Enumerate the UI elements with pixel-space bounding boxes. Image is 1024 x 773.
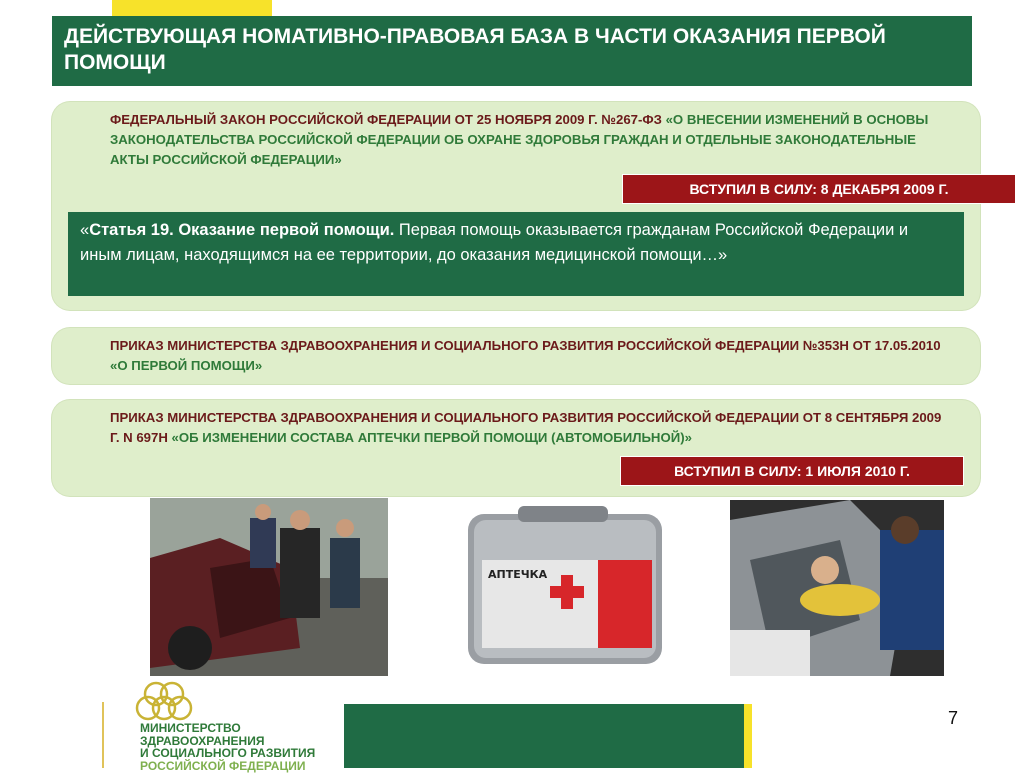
law-panel-order-697 xyxy=(52,400,980,496)
ministry-name-line: ЗДРАВООХРАНЕНИЯ xyxy=(140,733,265,748)
ministry-logo xyxy=(132,680,332,773)
law-order-697-title: ПРИКАЗ МИНИСТЕРСТВА ЗДРАВООХРАНЕНИЯ И СОЦИАЛЬНОГО РАЗВИТИЯ РОССИЙСКОЙ ФЕДЕРАЦИИ ОТ 8 СЕНТЯБРЯ 2009 Г. N 697Н xyxy=(110,410,942,445)
law-order-353-text xyxy=(110,336,950,376)
rescue-scene-photo xyxy=(730,500,944,676)
ministry-name xyxy=(140,722,315,772)
first-aid-kit-photo xyxy=(458,500,672,676)
law-federal-title: ФЕДЕРАЛЬНЫЙ ЗАКОН РОССИЙСКОЙ ФЕДЕРАЦИИ ОТ 25 НОЯБРЯ 2009 Г. №267-ФЗ xyxy=(110,112,666,127)
effective-date-badge: ВСТУПИЛ В СИЛУ: 1 ИЮЛЯ 2010 Г. xyxy=(620,456,964,486)
footer-yellow-accent xyxy=(744,704,752,768)
kit-label: АПТЕЧКА xyxy=(488,568,548,581)
car-accident-photo xyxy=(150,498,388,676)
ministry-name-line: МИНИСТЕРСТВО xyxy=(140,721,241,735)
law-order-697-quoted: «ОБ ИЗМЕНЕНИИ СОСТАВА АПТЕЧКИ ПЕРВОЙ ПОМОЩИ (АВТОМОБИЛЬНОЙ)» xyxy=(171,430,692,445)
law-panel-federal xyxy=(52,102,980,310)
ministry-rings-icon xyxy=(132,680,202,724)
ministry-name-line: И СОЦИАЛЬНОГО РАЗВИТИЯ xyxy=(140,746,316,760)
law-federal-quoted: «О ВНЕСЕНИИ ИЗМЕНЕНИЙ В ОСНОВЫ ЗАКОНОДАТЕЛЬСТВА РОССИЙСКОЙ ФЕДЕРАЦИИ ОБ ОХРАНЕ ЗДОРОВЬЯ ГРАЖДАН И ОТДЕЛЬНЫЕ ЗАКОНОДАТЕЛЬНЫЕ АКТЫ РОССИЙСКОЙ ФЕДЕРАЦИИ» xyxy=(110,112,929,167)
effective-date-badge: ВСТУПИЛ В СИЛУ: 8 ДЕКАБРЯ 2009 Г. xyxy=(622,174,1016,204)
title-bar xyxy=(52,16,972,86)
page-number: 7 xyxy=(948,708,959,728)
article-open-quote: « xyxy=(80,221,90,239)
page-title: ДЕЙСТВУЮЩАЯ НОМАТИВНО-ПРАВОВАЯ БАЗА В ЧАСТИ ОКАЗАНИЯ ПЕРВОЙ ПОМОЩИ xyxy=(64,25,886,74)
law-order-353-title: ПРИКАЗ МИНИСТЕРСТВА ЗДРАВООХРАНЕНИЯ И СОЦИАЛЬНОГО РАЗВИТИЯ РОССИЙСКОЙ ФЕДЕРАЦИИ №353Н ОТ 17.05.2010 xyxy=(110,338,941,353)
footer-divider xyxy=(102,702,104,768)
article-body: Первая помощь оказывается гражданам Российской Федерации и иным лицам, находящимся на ее территории, до оказания медицинской помощи…» xyxy=(80,221,909,264)
law-order-697-text xyxy=(110,408,950,448)
footer-green-bar xyxy=(344,704,744,768)
law-order-353-quoted: «О ПЕРВОЙ ПОМОЩИ» xyxy=(110,358,263,373)
article-heading: Статья 19. Оказание первой помощи. xyxy=(89,221,395,239)
article-19-box xyxy=(68,212,964,296)
law-panel-order-353 xyxy=(52,328,980,384)
law-federal-text xyxy=(110,110,950,170)
top-accent-bar xyxy=(112,0,272,16)
ministry-name-line: РОССИЙСКОЙ ФЕДЕРАЦИИ xyxy=(140,758,306,773)
